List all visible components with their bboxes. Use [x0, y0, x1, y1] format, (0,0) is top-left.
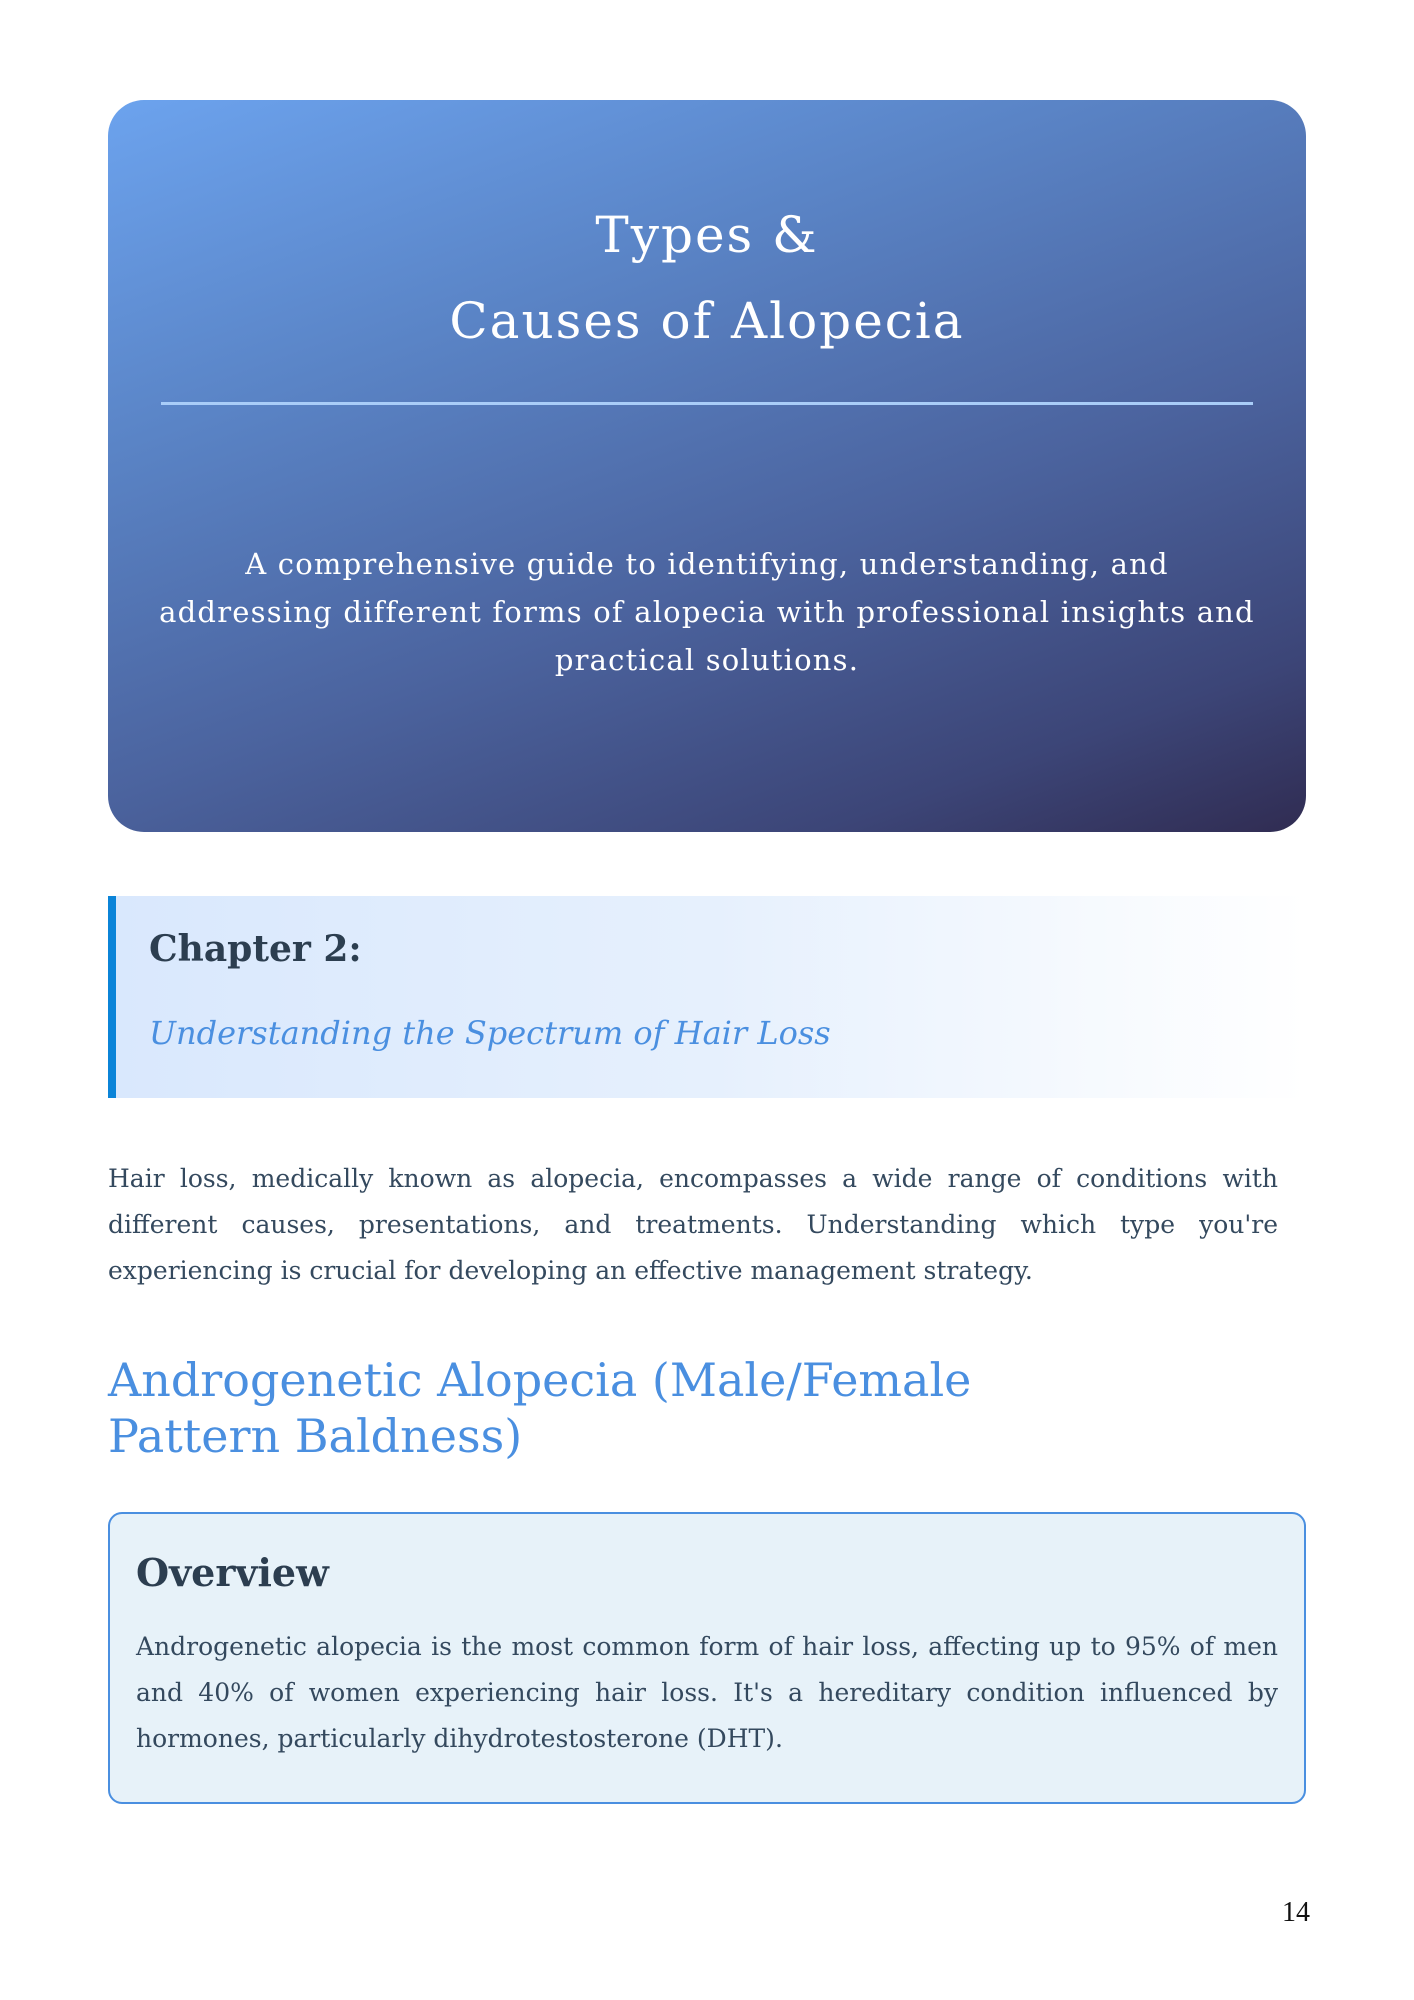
- title-divider: [161, 402, 1253, 405]
- overview-heading: Overview: [136, 1550, 329, 1595]
- overview-box: [108, 1512, 1306, 1804]
- document-title: [108, 192, 1306, 364]
- chapter-header: [108, 896, 1306, 1098]
- overview-paragraph: Androgenetic alopecia is the most common form of hair loss, affecting up to 95% of men and 40% of women experiencing hair loss. It's a hereditary condition influenced by hormones, particularly dihydrotestosterone (DHT).: [136, 1632, 1278, 1753]
- chapter-number: Chapter 2:: [149, 928, 362, 970]
- chapter-subtitle: Understanding the Spectrum of Hair Loss: [149, 1014, 831, 1052]
- title-line-2: Causes of Alopecia: [449, 292, 965, 350]
- title-line-1: Types &: [595, 206, 819, 264]
- page-number: 14: [1282, 1897, 1310, 1928]
- title-banner: [108, 100, 1306, 832]
- intro-paragraph: Hair loss, medically known as alopecia, encompasses a wide range of conditions with different causes, presentations, and treatments. Understanding which type you're experiencing is crucial for developing an effective management strategy.: [108, 1164, 1278, 1285]
- document-subtitle: A comprehensive guide to identifying, understanding, and addressing different forms of alopecia with professional insights and practical solutions.: [159, 547, 1255, 677]
- section-heading: Androgenetic Alopecia (Male/Female Pattern Baldness): [108, 1353, 972, 1463]
